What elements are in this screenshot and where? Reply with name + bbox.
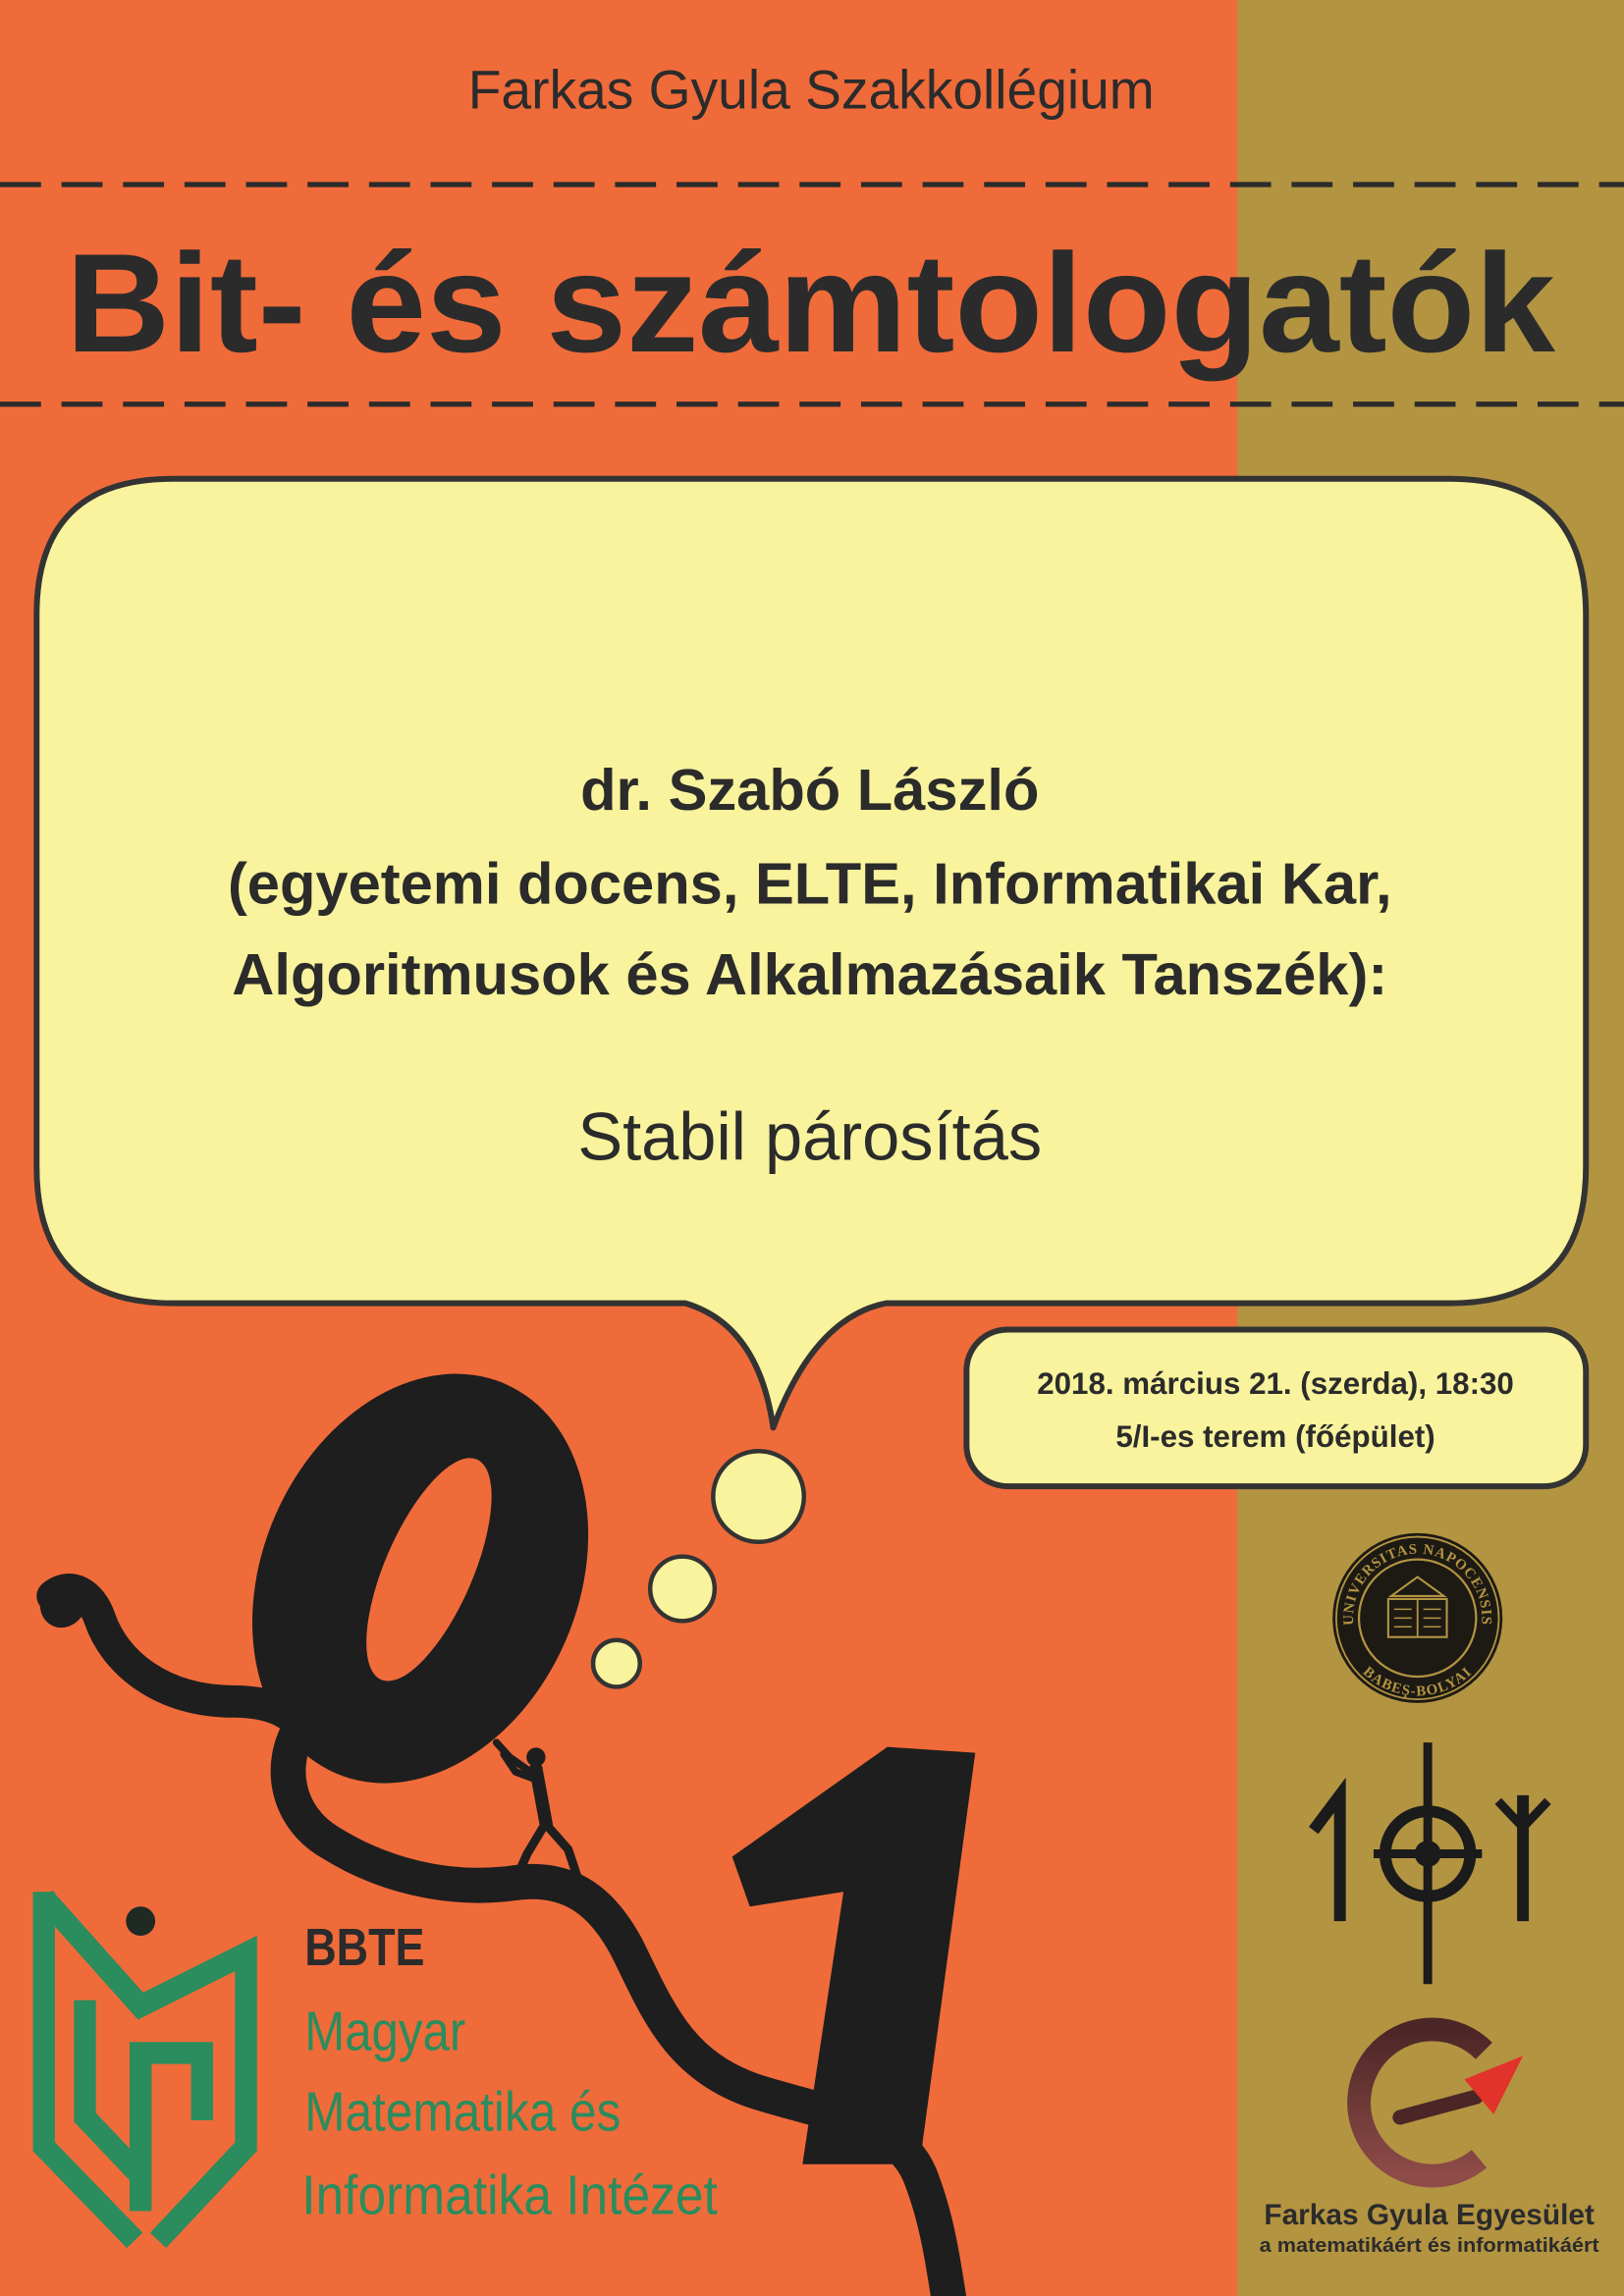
- poster-title: Bit- és számtologatók: [66, 224, 1556, 383]
- talk-topic: Stabil párosítás: [577, 1098, 1043, 1175]
- speaker-name: dr. Szabó László: [580, 756, 1040, 823]
- institute-name-line-1: Magyar: [304, 2001, 466, 2063]
- institute-logo-figure-head: [126, 1906, 155, 1936]
- thought-bubble-icon: [650, 1557, 715, 1622]
- institute-abbreviation: BBTE: [304, 1917, 425, 1977]
- speaker-affiliation-line-1: (egyetemi docens, ELTE, Informatikai Kar,: [227, 850, 1392, 917]
- target-101-center-dot: [1415, 1841, 1441, 1867]
- seal-top-lettering-path: UNIVERSITAS NAPOCENSIS: [1340, 1541, 1494, 1627]
- thought-bubble-icon: [593, 1640, 640, 1687]
- event-info-box: [966, 1329, 1586, 1486]
- event-datetime: 2018. március 21. (szerda), 18:30: [1037, 1366, 1514, 1402]
- speaker-affiliation-line-2: Algoritmusok és Alkalmazásaik Tanszék):: [232, 940, 1388, 1007]
- association-name: Farkas Gyula Egyesület: [1264, 2198, 1595, 2231]
- association-tagline: a matematikáért és informatikáért: [1259, 2235, 1599, 2258]
- seal-bottom-lettering-path: BABEŞ-BOLYAI: [1359, 1664, 1476, 1700]
- university-seal-icon: [1332, 1533, 1502, 1703]
- event-room: 5/I-es terem (főépület): [1115, 1418, 1435, 1454]
- organizer-name: Farkas Gyula Szakkollégium: [467, 59, 1155, 121]
- institute-name-line-3: Informatika Intézet: [301, 2164, 719, 2227]
- thought-bubble-icon: [713, 1451, 803, 1541]
- institute-name-line-2: Matematika és: [304, 2081, 622, 2144]
